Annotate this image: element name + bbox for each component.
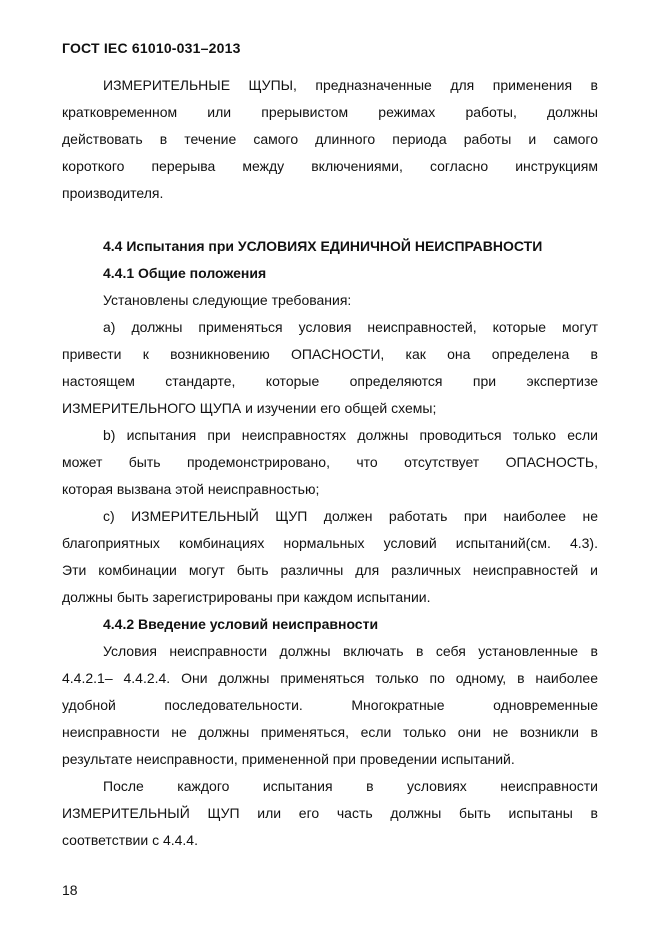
list-item-line: настоящем стандарте, которые определяются при экспертизе bbox=[62, 373, 598, 389]
paragraph-line: соответствии с 4.4.4. bbox=[62, 832, 198, 848]
paragraph-line: удобной последовательности. Многократные одновременные bbox=[62, 697, 598, 713]
list-item-line: может быть продемонстрировано, что отсутствует ОПАСНОСТЬ, bbox=[62, 454, 598, 470]
paragraph-line: ИЗМЕРИТЕЛЬНЫЙ ЩУП или его часть должны быть испытаны в bbox=[62, 805, 598, 821]
paragraph-line: После каждого испытания в условиях неисправности bbox=[103, 778, 598, 794]
list-item-line: которая вызвана этой неисправностью; bbox=[62, 481, 320, 497]
paragraph-line: 4.4.2.1– 4.4.2.4. Они должны применяться только по одному, в наиболее bbox=[62, 670, 598, 686]
paragraph-line: Установлены следующие требования: bbox=[103, 292, 352, 308]
paragraph-line: действовать в течение самого длинного периода работы и самого bbox=[62, 131, 598, 147]
list-item-line: b) испытания при неисправностях должны проводиться только если bbox=[103, 427, 598, 443]
list-item-line: ИЗМЕРИТЕЛЬНОГО ЩУПА и изучении его общей схемы; bbox=[62, 400, 437, 416]
list-item-line: Эти комбинации могут быть различны для различных неисправностей и bbox=[62, 562, 598, 578]
list-item-line: a) должны применяться условия неисправностей, которые могут bbox=[103, 319, 598, 335]
paragraph-line: короткого перерыва между включениями, согласно инструкциям bbox=[62, 158, 598, 174]
list-item-line: благоприятных комбинациях нормальных условий испытаний(см. 4.3). bbox=[62, 535, 598, 551]
paragraph-line: результате неисправности, примененной при проведении испытаний. bbox=[62, 751, 515, 767]
page-number: 18 bbox=[62, 882, 78, 898]
subsection-heading: 4.4.2 Введение условий неисправности bbox=[103, 616, 379, 632]
list-item-line: привести к возникновению ОПАСНОСТИ, как она определена в bbox=[62, 346, 598, 362]
paragraph-line: производителя. bbox=[62, 185, 164, 201]
document-header: ГОСТ IEC 61010-031–2013 bbox=[62, 40, 241, 56]
paragraph-line: Условия неисправности должны включать в себя установленные в bbox=[103, 643, 598, 659]
section-heading: 4.4 Испытания при УСЛОВИЯХ ЕДИНИЧНОЙ НЕИСПРАВНОСТИ bbox=[103, 238, 543, 254]
list-item-line: должны быть зарегистрированы при каждом испытании. bbox=[62, 589, 431, 605]
paragraph-line: ИЗМЕРИТЕЛЬНЫЕ ЩУПЫ, предназначенные для применения в bbox=[103, 77, 598, 93]
paragraph-line: кратковременном или прерывистом режимах работы, должны bbox=[62, 104, 598, 120]
paragraph-line: неисправности не должны применяться, если только они не возникли в bbox=[62, 724, 598, 740]
subsection-heading: 4.4.1 Общие положения bbox=[103, 265, 267, 281]
list-item-line: c) ИЗМЕРИТЕЛЬНЫЙ ЩУП должен работать при наиболее не bbox=[103, 508, 598, 524]
